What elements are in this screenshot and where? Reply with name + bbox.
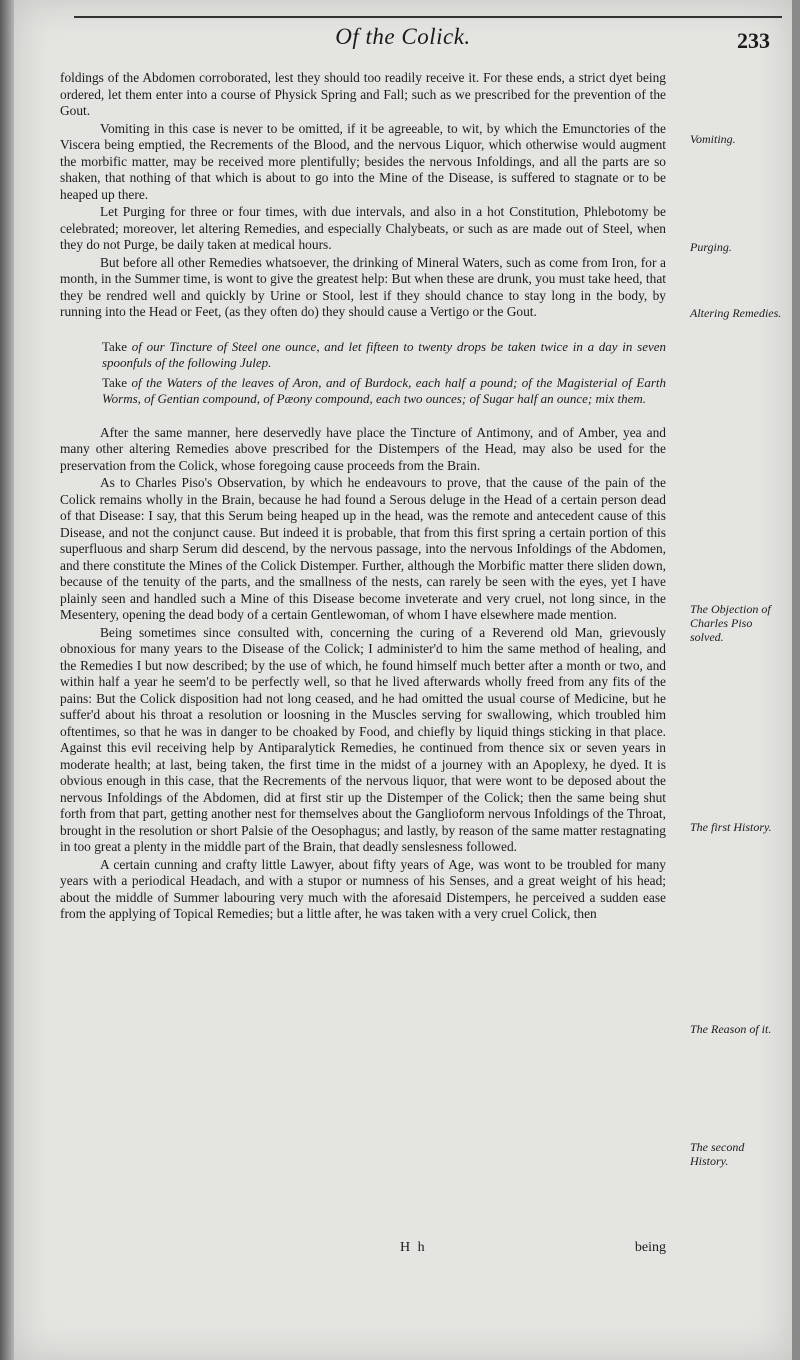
signature-mark: H h bbox=[400, 1240, 427, 1255]
paragraph-mineral-waters: But before all other Remedies whatsoever, the drinking of Mineral Waters, such as come from Iron, for a month, in the Summer time, is wont to give the greatest help: But when these are drunk, you must take heed, that they be rendred well and quickly by Urine or Stool, lest if they should chance to stay long in the body, by running into the Head or Feet, (as they often do) they should cause a Vertigo or the Gout. bbox=[60, 254, 666, 319]
recipe-1 bbox=[102, 339, 666, 371]
margin-note-second-history: The second History. bbox=[690, 1140, 745, 1168]
binding-gutter bbox=[0, 0, 14, 1360]
margin-note-objection: The Objection of Charles Piso solved. bbox=[690, 602, 771, 644]
recipe-block bbox=[102, 339, 666, 407]
paragraph-1: foldings of the Abdomen corroborated, lest they should too readily receive it. For these ends, a strict dyet being ordered, let them enter into a course of Physick Spring and Fall; such as we prescribed for the prevention of the Gout. bbox=[60, 70, 666, 118]
recipe-take-2: Take bbox=[102, 374, 128, 390]
page-footer bbox=[14, 1240, 792, 1264]
main-text bbox=[60, 70, 666, 924]
margin-note-reason: The Reason of it. bbox=[690, 1022, 772, 1036]
recipe-2-text: of the Waters of the leaves of Aron, and of Burdock, each half a pound; of the Magisterial of Earth Worms, of Gentian compound, of Pæony compound, each two ounces; of Sugar half an ounce; mix them. bbox=[102, 374, 666, 406]
running-head: Of the Colick. bbox=[335, 24, 471, 49]
page-number: 233 bbox=[737, 28, 770, 53]
margin-note-first-history: The first History. bbox=[690, 820, 772, 834]
header-rule bbox=[74, 16, 782, 18]
paragraph-first-history: Being sometimes since consulted with, concerning the curing of a Reverend old Man, grievously obnoxious for many years to the Disease of the Colick; I administer'd to him the same method of healing, and the Remedies I but now described; by the use of which, he found himself much better after a month or two, and within half a year he seem'd to be perfectly well, so that he lived afterwards wholly freed from any fits of the pains: But the Colick disposition had not long ceased, and he had omitted the usual course of Medicine, but he suffer'd about his throat a resolution or loosning in the Muscles serving for swallowing, which troubled him oftentimes, so that he was in danger to be choaked by Food, and chiefly by liquid things sticking in that place. Against this evil receiving help by Antiparalytick Remedies, he continued from thence six or seven years in moderate health; at last, being taken, the first time in the midst of a journey with an Apoplexy, he dyed. It is obvious enough in this case, that the Recrements of the nervous liquor, that were wont to be deposed about the nervous Infoldings of the Abdomen, did at first stir up the Distemper of the Colick; then the same being shut forth from that part, getting another nest for themselves about the Ganglioform nervous Infoldings of the Throat, brought in the resolution or short Palsie of the Oesophagus; and lastly, by reason of the same matter restagnating in too great a plenty in the middle part of the Brain, that deadly senslesness followed. bbox=[60, 624, 666, 854]
margin-note-purging: Purging. bbox=[690, 240, 732, 254]
book-page bbox=[14, 0, 792, 1360]
paragraph-piso: As to Charles Piso's Observation, by which he endeavours to prove, that the cause of the pain of the Colick remains wholly in the Brain, because he had found a Serous deluge in the Head of a certain person dead of that Disease: I say, that this Serum being heaped up in the head, was the remote and antecedent cause of this Disease, and not the conjunct cause. But indeed it is probable, that from this first spring a certain portion of this superfluous and sharp Serum did descend, by the nervous passage, into the nervous Infoldings of the Abdomen, and there constitute the Mines of the Colick Distemper. Further, although the Morbific matter there sliden down, because of the tenuity of the parts, and the smallness of the nests, can rarely be seen with the eyes, yet I have plainly seen and handled such a Mine of this Disease become inveterate and very cruel, not long since, in the Mesentery, opening the dead body of a certain Gentlewoman, of whom I have elsewhere made mention. bbox=[60, 475, 666, 622]
paragraph-vomiting: Vomiting in this case is never to be omitted, if it be agreeable, to wit, by which the Emunctories of the Viscera being emptied, the Recrements of the Blood, and the nervous Liquor, which otherwise would augment the morbific matter, may be received more plentifully; besides the nervous Infoldings, and all the parts are so shaken, that nothing of that which is about to go into the Mine of the Disease, is suffered to stagnate or to be heaped up there. bbox=[60, 120, 666, 202]
paragraph-second-history: A certain cunning and crafty little Lawyer, about fifty years of Age, was wont to be troubled for many years with a periodical Headach, and with a stupor or numness of his Senses, and a great weight of his head; about the middle of Summer labouring very much with the aforesaid Distempers, he perceived a sudden ease from the applying of Topical Remedies; but a little after, he was taken with a very cruel Colick, then bbox=[60, 856, 666, 921]
catchword: being bbox=[634, 1240, 666, 1255]
margin-note-altering: Altering Remedies. bbox=[690, 306, 782, 320]
recipe-2 bbox=[102, 375, 666, 407]
recipe-take-1: Take bbox=[102, 338, 128, 354]
paragraph-purging: Let Purging for three or four times, with due intervals, and also in a hot Constitution, Phlebotomy be celebrated; moreover, let altering Remedies, and especially Chalybeats, or such as are made out of Steel, when they do not Purge, be daily taken at medical hours. bbox=[60, 204, 666, 252]
margin-note-vomiting: Vomiting. bbox=[690, 132, 736, 146]
recipe-1-text: of our Tincture of Steel one ounce, and let fifteen to twenty drops be taken twice in a day in seven spoonfuls of the following Julep. bbox=[102, 338, 666, 370]
paragraph-tincture: After the same manner, here deservedly have place the Tincture of Antimony, and of Amber, yea and many other altering Remedies above prescribed for the Distempers of the Head, may also be used for the preservation from the Colick, whose foregoing cause proceeds from the Brain. bbox=[60, 424, 666, 473]
